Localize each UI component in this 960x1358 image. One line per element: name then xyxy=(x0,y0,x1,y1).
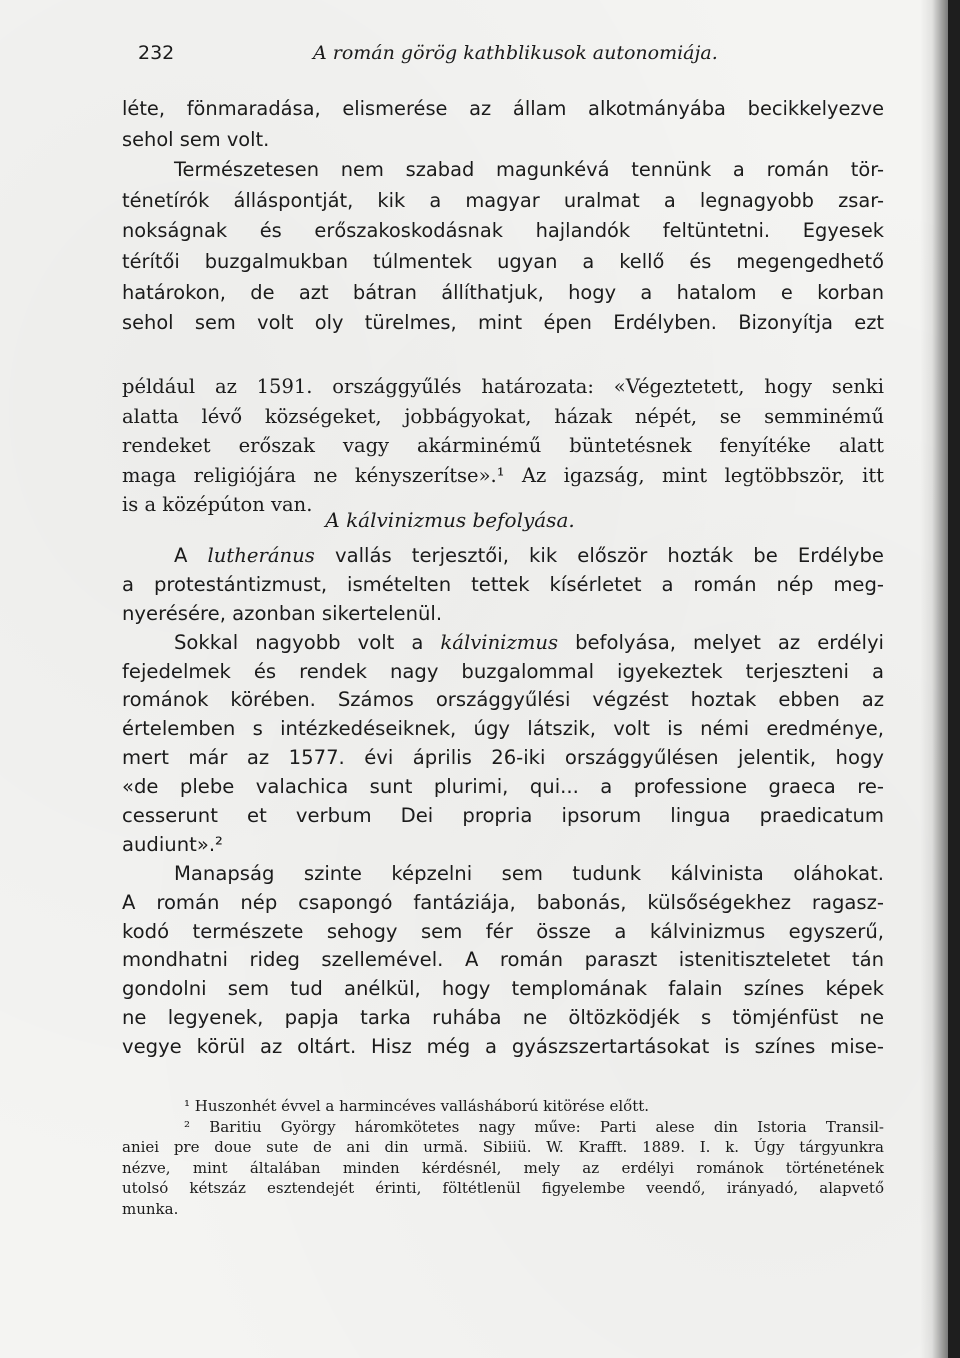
running-title: A román görög kathblikusok autonomiája. xyxy=(313,42,718,64)
text-line: léte, fönmaradása, elismerése az állam alkotmányába becikkelyezve xyxy=(122,97,884,120)
text-fragment: Sokkal nagyobb volt a xyxy=(174,630,441,654)
text-line: is a középúton van. xyxy=(122,493,313,517)
text-line: Manapság szinte képzelni sem tudunk kálvinista oláhokat. xyxy=(174,861,884,885)
footnote-line: munka. xyxy=(122,1199,179,1218)
text-line: Természetesen nem szabad magunkévá tennünk a román tör- xyxy=(174,158,884,182)
text-line: sehol sem volt oly türelmes, mint épen Erdélyben. Bizonyítja ezt xyxy=(122,311,884,335)
section-heading xyxy=(0,508,960,532)
section-heading-text: A kálvinizmus befolyása. xyxy=(325,508,575,532)
text-line: gondolni sem tud anélkül, hogy templomának falain színes képek xyxy=(122,977,884,1001)
emphasis-text: kálvinizmus xyxy=(440,630,559,654)
text-fragment: vallás terjesztői, kik először hozták be Erdélybe xyxy=(314,544,884,567)
text-line: például az 1591. országgyűlés határozata: «Végeztetett, hogy senki xyxy=(122,375,884,398)
text-line: A román nép csapongó fantáziája, babonás, külsőségekhez ragasz- xyxy=(122,890,884,914)
text-line: maga religiójára ne kényszerítse».¹ Az igazság, mint legtöbbször, itt xyxy=(122,463,884,487)
text-line: nokságnak és erőszakoskodásnak hajlandók feltüntetni. Egyesek xyxy=(122,219,884,243)
footnote-line: nézve, mint általában minden kérdésnél, mely az erdélyi románok történetének xyxy=(122,1158,884,1177)
text-line: mert már az 1577. évi április 26-iki országgyűlésen jelentik, hogy xyxy=(122,746,884,770)
text-line: vegye körül az oltárt. Hisz még a gyászszertartásokat is színes mise- xyxy=(122,1035,884,1059)
paragraph-block-3 xyxy=(122,542,884,1062)
text-line: audiunt».² xyxy=(122,832,223,856)
footnotes xyxy=(122,1096,884,1219)
footnote-line: ¹ Huszonhét évvel a harmincéves vallásháború kitörése előtt. xyxy=(184,1097,650,1115)
text-line: cesserunt et verbum Dei propria ipsorum lingua praedicatum xyxy=(122,804,884,828)
emphasis-text: lutheránus xyxy=(207,544,315,567)
text-line: kodó természete sehogy sem fér össze a kálvinizmus egyszerű, xyxy=(122,919,884,943)
page-edge-binding xyxy=(948,0,960,1358)
text-line: értelemben s intézkedéseiknek, úgy látszik, volt is némi eredménye, xyxy=(122,717,884,741)
text-line xyxy=(122,629,884,658)
text-line: fejedelmek és rendek nagy buzgalommal igyekeztek terjeszteni a xyxy=(122,659,884,683)
text-line: a protestántizmust, ismételten tettek kísérletet a román nép meg- xyxy=(122,572,884,596)
page-number: 232 xyxy=(138,42,175,64)
text-line: sehol sem volt. xyxy=(122,127,270,151)
text-line: térítői buzgalmukban túlmentek ugyan a kellő és megengedhető xyxy=(122,249,884,273)
text-fragment: befolyása, melyet az erdélyi xyxy=(558,630,884,654)
paragraph-block-1 xyxy=(122,94,884,339)
text-line: ténetírók álláspontját, kik a magyar uralmat a legnagyobb zsar- xyxy=(122,188,884,212)
text-fragment: A xyxy=(174,544,208,567)
text-line: románok körében. Számos országgyűlési végzést hoztak ebben az xyxy=(122,688,884,712)
text-line: «de plebe valachica sunt plurimi, qui... a professione graeca re- xyxy=(122,775,884,799)
text-line: rendeket erőszak vagy akárminémű büntetésnek fenyítéke alatt xyxy=(122,434,884,458)
footnote-line: utolsó kétszáz esztendejét érinti, föltétlenül figyelembe veendő, irányadó, alapvető xyxy=(122,1179,884,1197)
text-line: alatta lévő községeket, jobbágyokat, házak népét, se semminémű xyxy=(122,404,884,428)
text-line: ne legyenek, papja tarka ruhába ne öltözködjék s tömjénfüst ne xyxy=(122,1006,884,1030)
text-line: mondhatni rideg szellemével. A román paraszt istenitiszteletet tán xyxy=(122,948,884,972)
footnote-line: ² Baritiu György háromkötetes nagy műve: Parti alese din Istoria Transil- xyxy=(184,1117,884,1136)
text-line: határokon, de azt bátran állíthatjuk, hogy a hatalom e korban xyxy=(122,280,884,304)
footnote-line: aniei pre doue sute de ani din urmă. Sibiiü. W. Krafft. 1889. I. k. Úgy tárgyunkra xyxy=(122,1138,884,1156)
paragraph-block-2 xyxy=(122,372,884,520)
text-line: nyerésére, azonban sikertelenül. xyxy=(122,601,443,625)
text-line xyxy=(122,542,884,571)
page-header xyxy=(138,42,898,72)
